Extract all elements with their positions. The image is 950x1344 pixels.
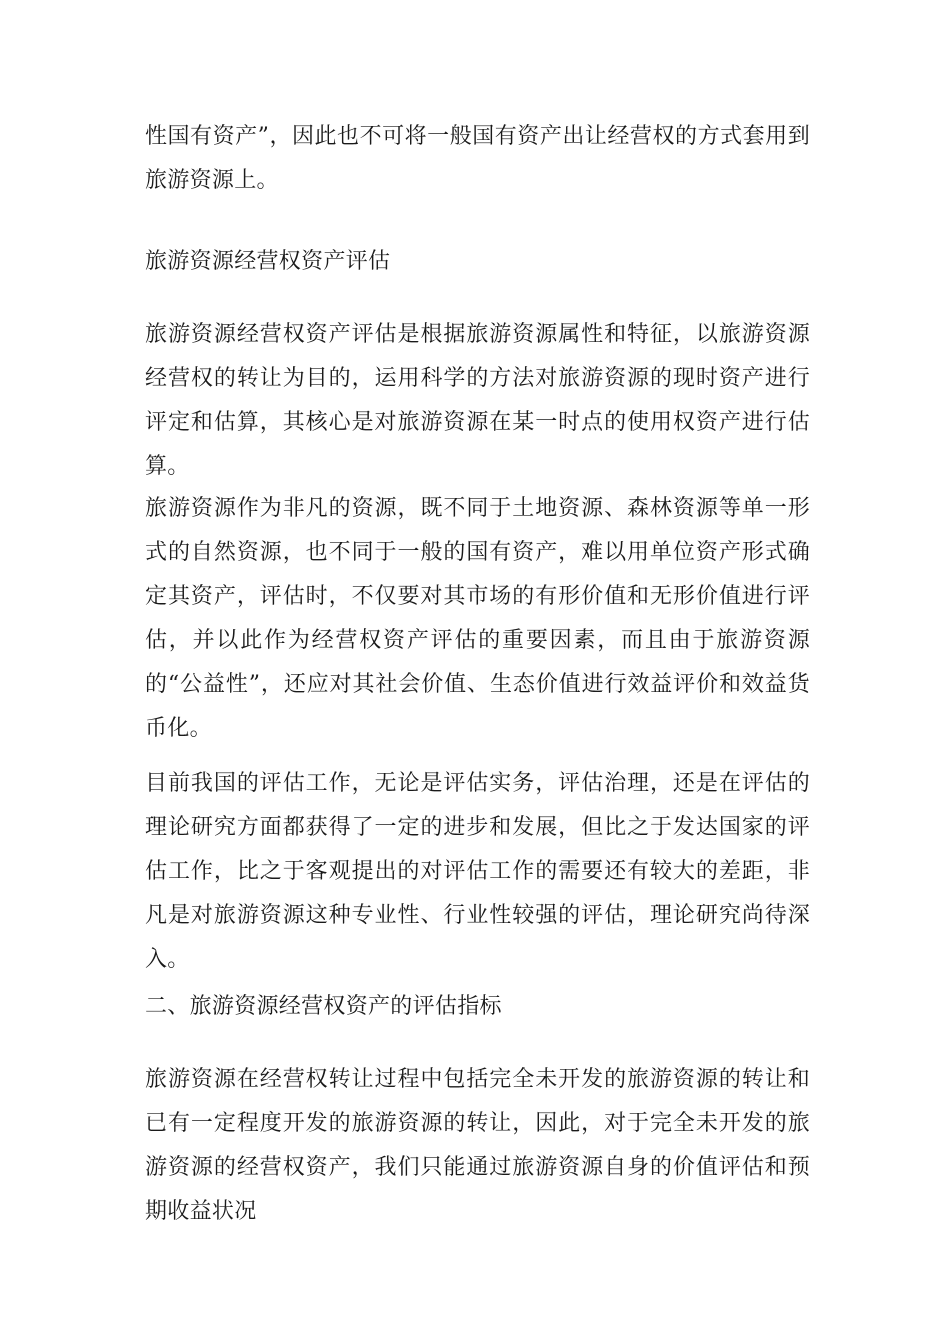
paragraph-resource-particularity: 旅游资源作为非凡的资源，既不同于土地资源、森林资源等单一形式的自然资源，也不同于一般的国有资产，难以用单位资产形式确定其资产，评估时，不仅要对其市场的有形价值和无形价值进行评估，并以此作为经营权资产评估的重要因素，而且由于旅游资源的“公益性”，还应对其社会价值、生态价值进行效益评价和效益货币化。 <box>145 496 810 741</box>
paragraph-transfer-types: 旅游资源在经营权转让过程中包括完全未开发的旅游资源的转让和已有一定程度开发的旅游资源的转让，因此，对于完全未开发的旅游资源的经营权资产，我们只能通过旅游资源自身的价值评估和预期收益状况 <box>145 1067 810 1224</box>
paragraph-current-state: 目前我国的评估工作，无论是评估实务，评估治理，还是在评估的理论研究方面都获得了一定的进步和发展，但比之于发达国家的评估工作，比之于客观提出的对评估工作的需要还有较大的差距，非凡是对旅游资源这种专业性、行业性较强的评估，理论研究尚待深入。 <box>145 771 810 972</box>
paragraph-state-assets-conclusion: 性国有资产”，因此也不可将一般国有资产出让经营权的方式套用到旅游资源上。 <box>145 124 810 193</box>
section-heading-indicators: 二、旅游资源经营权资产的评估指标 <box>145 994 502 1019</box>
section-heading-valuation: 旅游资源经营权资产评估 <box>145 249 391 274</box>
paragraph-valuation-definition: 旅游资源经营权资产评估是根据旅游资源属性和特征，以旅游资源经营权的转让为目的，运用科学的方法对旅游资源的现时资产进行评定和估算，其核心是对旅游资源在某一时点的使用权资产进行估算。 <box>145 322 810 479</box>
